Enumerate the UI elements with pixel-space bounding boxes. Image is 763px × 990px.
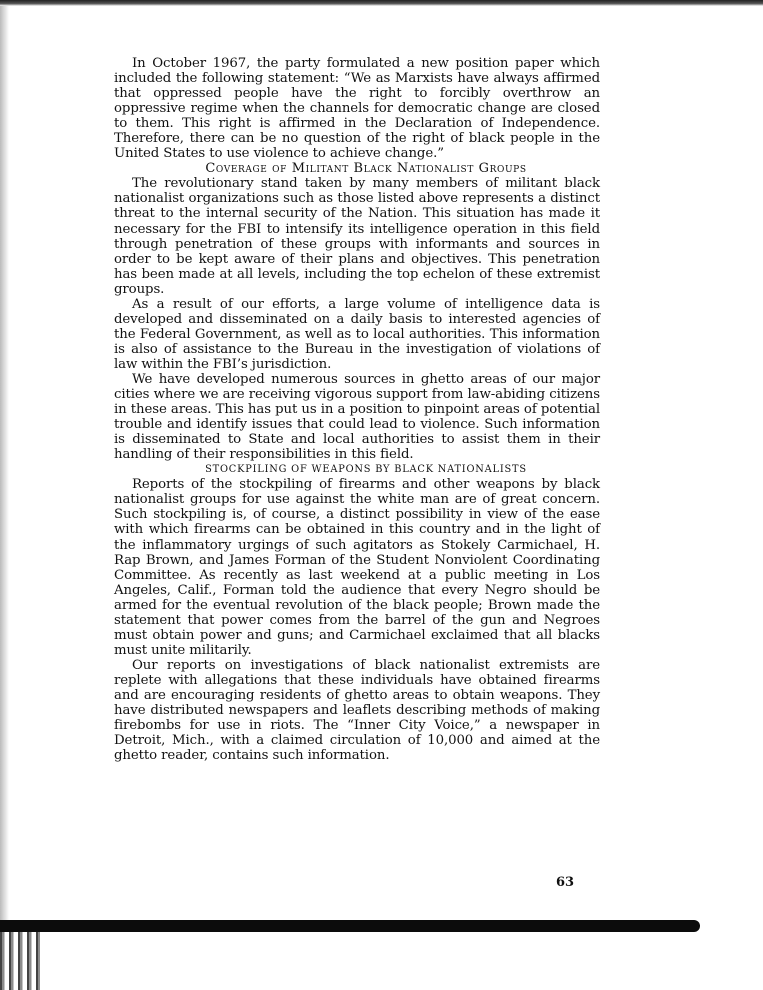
paragraph-intro: In October 1967, the party formulated a new position paper which included the following statement: “We as Marxists have always affirmed that oppressed people have the right to forcibly overthrow an oppressive regime when the channels for democratic change are closed to them. This right is affirmed in the Declaration of Independence. Therefore, there can be no question of the right of black people in the United States to use violence to achieve change.”: [114, 56, 600, 162]
paragraph-stockpiling-2: Our reports on investigations of black nationalist extremists are replete with allegations that these individuals have obtained firearms and are encouraging residents of ghetto areas to obtain weapons. They have distributed newspapers and leaflets describing methods of making firebombs for use in riots. The “Inner City Voice,” a newspaper in Detroit, Mich., with a claimed circulation of 10,000 and aimed at the ghetto reader, contains such information.: [114, 657, 600, 764]
heading-coverage: Coverage of Militant Black Nationalist Groups: [205, 161, 527, 177]
paragraph-coverage-3: We have developed numerous sources in ghetto areas of our major cities where we are receiving vigorous support from law-abiding citizens in these areas. This has put us in a position to pinpoint areas of potential trouble and identify issues that could lead to violence. Such information is disseminated to State and local authorities to assist them in their handling of their responsibilities in this field.: [114, 371, 600, 463]
heading-stockpiling: STOCKPILING OF WEAPONS BY BLACK NATIONALISTS: [205, 464, 527, 476]
scan-below-area: [0, 932, 763, 990]
scan-binding-grain: [0, 932, 40, 990]
scan-bottom-band: [0, 912, 763, 990]
paragraph-coverage-1: The revolutionary stand taken by many members of militant black nationalist organizations such as those listed above represents a distinct threat to the internal security of the Nation. This situation has made it necessary for the FBI to intensify its intelligence operation in this field through penetration of these groups with informants and sources in order to be kept aware of their plans and objectives. This penetration has been made at all levels, including the top echelon of these extremist groups.: [114, 176, 600, 297]
paragraph-stockpiling-1: Reports of the stockpiling of firearms and other weapons by black nationalist groups for use against the white man are of great concern. Such stockpiling is, of course, a distinct possibility in view of the ease with which firearms can be obtained in this country and in the light of the inflammatory urgings of such agitators as Stokely Carmichael, H. Rap Brown, and James Forman of the Student Nonviolent Coordinating Committee. As recently as last weekend at a public meeting in Los Angeles, Calif., Forman told the audience that every Negro should be armed for the eventual revolution of the black people; Brown made the statement that power comes from the barrel of the gun and Negroes must obtain power and guns; and Carmichael exclaimed that all blacks must unite militarily.: [114, 477, 600, 658]
scan-left-edge: [0, 0, 9, 990]
paragraph-coverage-2: As a result of our efforts, a large volume of intelligence data is developed and disseminated on a daily basis to interested agencies of the Federal Government, as well as to local authorities. This information is also of assistance to the Bureau in the investigation of violations of law within the FBI’s jurisdiction.: [114, 296, 600, 372]
scan-top-edge: [0, 0, 763, 6]
scan-dark-bar: [0, 920, 700, 932]
document-body: [114, 56, 600, 763]
page-number: 63: [556, 875, 575, 890]
